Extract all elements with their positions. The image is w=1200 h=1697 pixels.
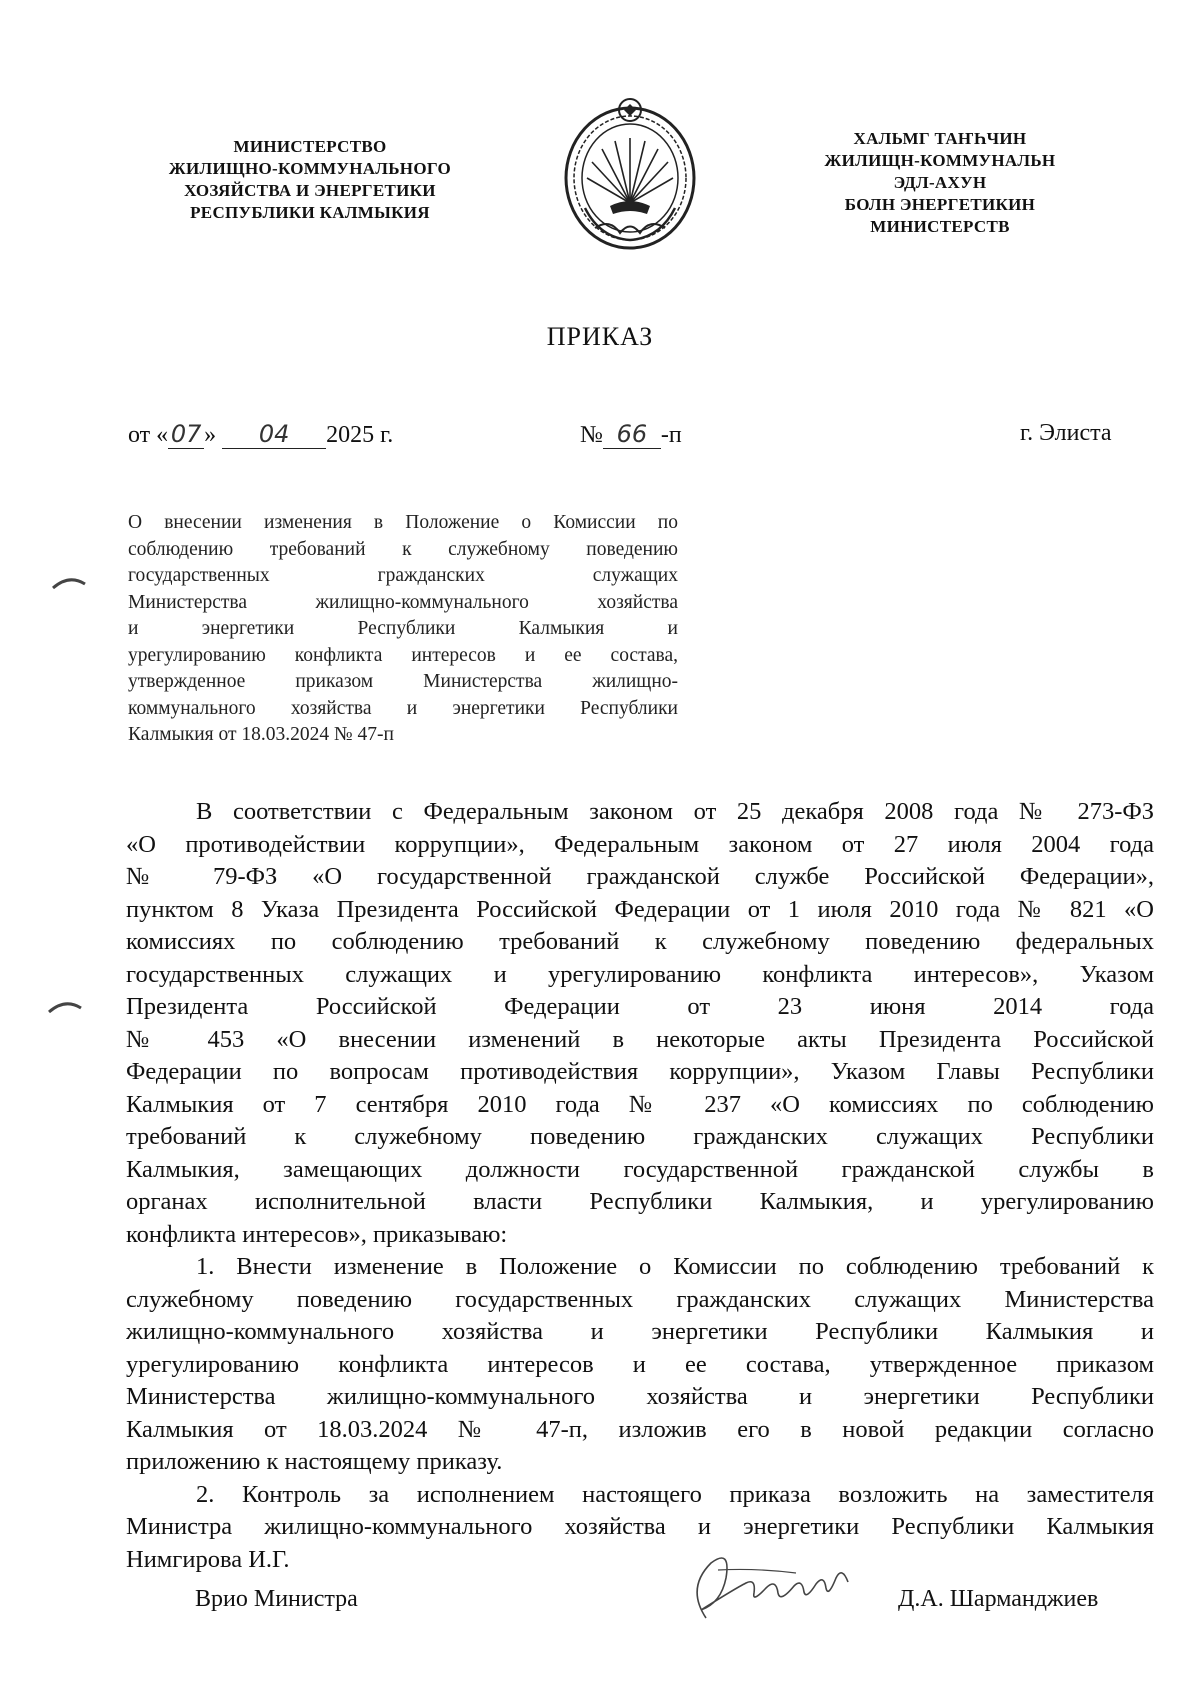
body-line: В соответствии с Федеральным законом от 25 декабря 2008 года № 273-ФЗ xyxy=(196,798,1154,825)
body-line: № 453 «О внесении изменений в некоторые акты Президента Российской xyxy=(126,1025,1154,1053)
subject-line: О внесении изменения в Положение о Комиссии по xyxy=(128,512,678,533)
body-line: Федерации по вопросам противодействия коррупции», Указом Главы Республики xyxy=(126,1058,1154,1085)
order-date xyxy=(128,420,393,449)
body-line: требований к служебному поведению гражданских служащих Республики xyxy=(126,1123,1154,1150)
body-line: жилищно-коммунального хозяйства и энергетики Республики Калмыкия и xyxy=(126,1318,1154,1345)
body-line: Президента Российской Федерации от 23 июня 2014 года xyxy=(126,993,1154,1020)
signer-name: Д.А. Шарманджиев xyxy=(898,1586,1099,1612)
subject-line: коммунального хозяйства и энергетики Республики xyxy=(128,697,678,719)
subject-line: Министерства жилищно-коммунального хозяйства xyxy=(128,591,678,613)
subject-line: утвержденное приказом Министерства жилищно- xyxy=(128,671,678,692)
subject-line: соблюдению требований к служебному поведению xyxy=(128,538,678,560)
body-line: государственных служащих и урегулированию конфликта интересов», Указом xyxy=(126,960,1154,988)
handwritten-signature-icon xyxy=(676,1548,876,1628)
preamble-paragraph xyxy=(126,796,1154,1251)
ministry-ru-line: ХОЗЯЙСТВА И ЭНЕРГЕТИКИ xyxy=(184,181,436,200)
body-line: 1. Внести изменение в Положение о Комиссии по соблюдению требований к xyxy=(196,1253,1154,1280)
number-value: 66 xyxy=(603,420,661,449)
ministry-name-ru xyxy=(130,136,490,224)
number-prefix: № xyxy=(580,422,603,448)
body-line: урегулированию конфликта интересов и ее состава, утвержденное приказом xyxy=(126,1350,1154,1378)
body-line: Министерства жилищно-коммунального хозяйства и энергетики Республики xyxy=(126,1383,1154,1410)
subject-line: государственных гражданских служащих xyxy=(128,565,678,586)
body-line: Министра жилищно-коммунального хозяйства и энергетики Республики Калмыкия xyxy=(126,1513,1154,1540)
ministry-kalm-line: ХАЛЬМГ ТАҤҺЧИН xyxy=(853,129,1027,148)
order-subject xyxy=(128,510,678,749)
document-title: ПРИКАЗ xyxy=(546,322,654,351)
punch-mark-icon xyxy=(47,996,83,1016)
signer-title: Врио Министра xyxy=(195,1586,358,1612)
body-line: комиссиях по соблюдению требований к служебному поведению федеральных xyxy=(126,928,1154,955)
body-line: приложению к настоящему приказу. xyxy=(126,1448,503,1475)
body-line: пунктом 8 Указа Президента Российской Федерации от 1 июля 2010 года № 821 «О xyxy=(126,895,1154,923)
ministry-ru-line: ЖИЛИЩНО-КОММУНАЛЬНОГО xyxy=(168,159,452,178)
order-number xyxy=(580,420,682,449)
body-line: служебному поведению государственных гражданских служащих Министерства xyxy=(126,1285,1154,1313)
item-2-paragraph xyxy=(126,1479,1154,1577)
body-line: органах исполнительной власти Республики Калмыкия, и урегулированию xyxy=(126,1188,1154,1215)
ministry-ru-line: МИНИСТЕРСТВО xyxy=(233,137,387,156)
body-line: Калмыкия от 7 сентября 2010 года № 237 «О комиссиях по соблюдению xyxy=(126,1090,1154,1118)
body-line: «О противодействии коррупции», Федеральным законом от 27 июля 2004 года xyxy=(126,830,1154,858)
punch-mark-icon xyxy=(51,572,87,592)
date-mid: » xyxy=(204,422,217,448)
subject-line: урегулированию конфликта интересов и ее состава, xyxy=(128,644,678,666)
subject-line: и энергетики Республики Калмыкия и xyxy=(128,618,678,639)
date-year: 2025 г. xyxy=(326,422,394,448)
ministry-kalm-line: ЖИЛИЩН-КОММУНАЛЬН xyxy=(824,151,1056,170)
order-body xyxy=(126,796,1154,1576)
ministry-ru-line: РЕСПУБЛИКИ КАЛМЫКИЯ xyxy=(190,203,430,222)
body-line: Калмыкия от 18.03.2024 № 47-п, изложив его в новой редакции согласно xyxy=(126,1415,1154,1443)
ministry-kalm-line: МИНИСТЕРСТВ xyxy=(870,217,1010,236)
date-day: 07 xyxy=(168,420,204,449)
body-line: 2. Контроль за исполнением настоящего приказа возложить на заместителя xyxy=(196,1480,1154,1508)
ministry-kalm-line: ЭДЛ-АХУН xyxy=(893,173,987,192)
subject-line: Калмыкия от 18.03.2024 № 47-п xyxy=(128,724,394,745)
ministry-kalm-line: БОЛН ЭНЕРГЕТИКИН xyxy=(844,195,1036,214)
date-month: 04 xyxy=(222,420,326,449)
kalmykia-emblem-icon xyxy=(555,88,705,253)
body-line: Нимгирова И.Г. xyxy=(126,1545,290,1573)
body-line: конфликта интересов», приказываю: xyxy=(126,1220,508,1248)
body-line: Калмыкия, замещающих должности государственной гражданской службы в xyxy=(126,1155,1154,1183)
city: г. Элиста xyxy=(1020,420,1112,446)
number-suffix: -п xyxy=(660,422,682,448)
ministry-name-kalm xyxy=(790,128,1090,238)
item-1-paragraph xyxy=(126,1251,1154,1479)
body-line: № 79-ФЗ «О государственной гражданской службе Российской Федерации», xyxy=(126,863,1154,890)
date-prefix: от « xyxy=(128,422,169,448)
